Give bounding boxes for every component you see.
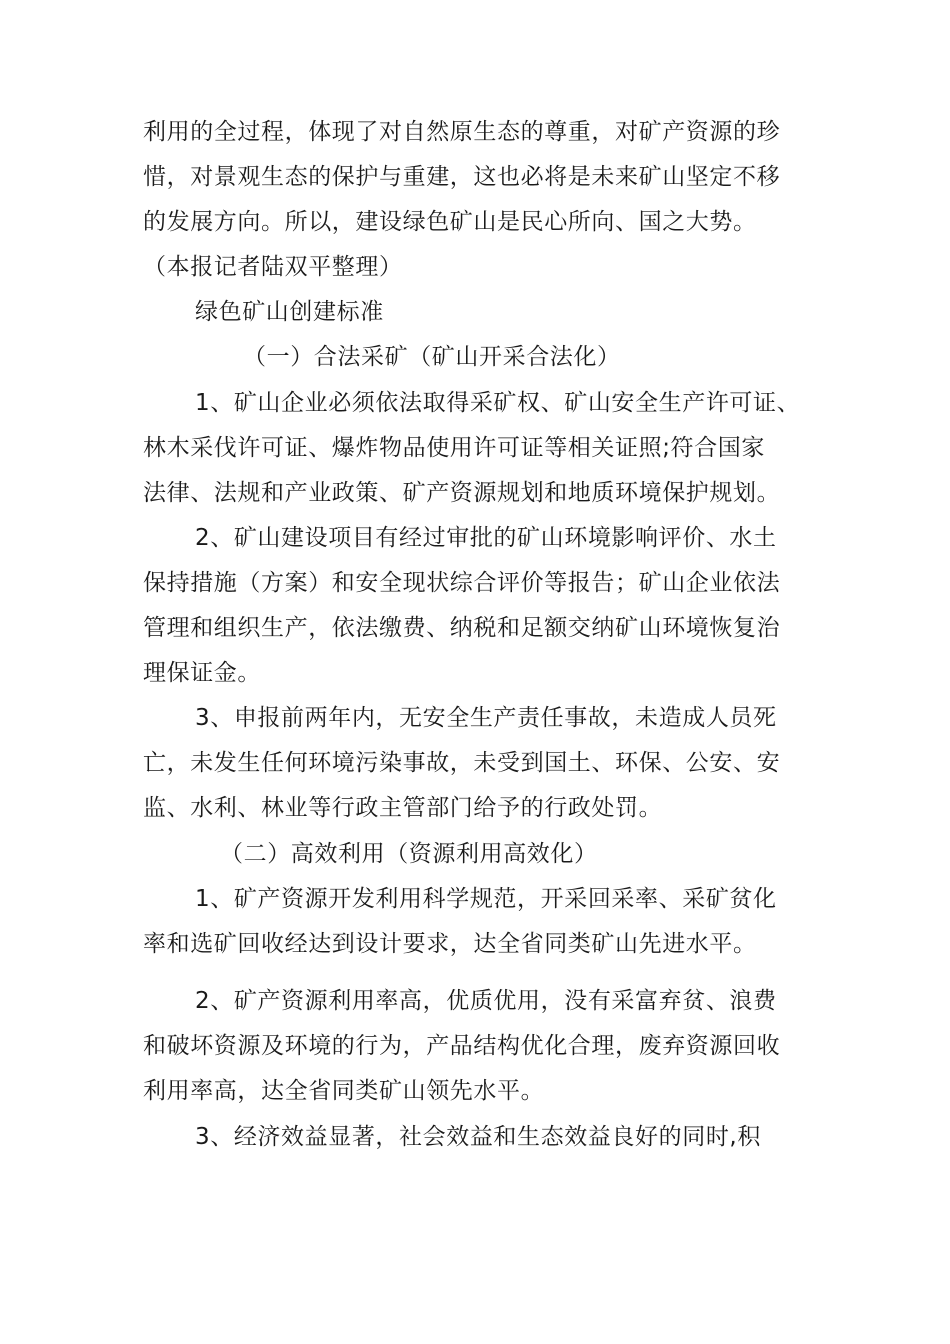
paragraph-line: 利用率高，达全省同类矿山领先水平。 <box>143 1078 545 1104</box>
paragraph-line: 利用的全过程，体现了对自然原生态的尊重，对矿产资源的珍 <box>143 119 781 145</box>
byline: （本报记者陆双平整理） <box>143 254 403 280</box>
paragraph-line: 保持措施（方案）和安全现状综合评价等报告；矿山企业依法 <box>143 570 781 596</box>
paragraph-line: 监、水利、林业等行政主管部门给予的行政处罚。 <box>143 795 663 821</box>
paragraph-line: 率和选矿回收经达到设计要求，达全省同类矿山先进水平。 <box>143 931 757 957</box>
paragraph-line: 理保证金。 <box>143 660 261 686</box>
paragraph-line: 管理和组织生产，依法缴费、纳税和足额交纳矿山环境恢复治 <box>143 615 781 641</box>
paragraph-line: 3、申报前两年内，无安全生产责任事故，未造成人员死 <box>195 705 777 731</box>
paragraph-line: 亡，未发生任何环境污染事故，未受到国土、环保、公安、安 <box>143 750 781 776</box>
paragraph-line: 1、矿产资源开发利用科学规范，开采回采率、采矿贫化 <box>195 886 777 912</box>
subsection-heading-1: （一）合法采矿（矿山开采合法化） <box>243 344 621 370</box>
section-title: 绿色矿山创建标准 <box>195 299 384 325</box>
paragraph-line: 惜，对景观生态的保护与重建，这也必将是未来矿山坚定不移 <box>143 164 781 190</box>
paragraph-line: 2、矿产资源利用率高，优质优用，没有采富弃贫、浪费 <box>195 988 777 1014</box>
paragraph-line: 和破坏资源及环境的行为，产品结构优化合理，废弃资源回收 <box>143 1033 781 1059</box>
subsection-heading-2: （二）高效利用（资源利用高效化） <box>220 841 598 867</box>
paragraph-line: 3、经济效益显著，社会效益和生态效益良好的同时,积 <box>195 1124 761 1150</box>
paragraph-line: 法律、法规和产业政策、矿产资源规划和地质环境保护规划。 <box>143 480 781 506</box>
paragraph-line: 林木采伐许可证、爆炸物品使用许可证等相关证照;符合国家 <box>143 435 765 461</box>
paragraph-line: 的发展方向。所以，建设绿色矿山是民心所向、国之大势。 <box>143 209 757 235</box>
paragraph-line: 2、矿山建设项目有经过审批的矿山环境影响评价、水土 <box>195 525 777 551</box>
paragraph-line: 1、矿山企业必须依法取得采矿权、矿山安全生产许可证、 <box>195 390 801 416</box>
